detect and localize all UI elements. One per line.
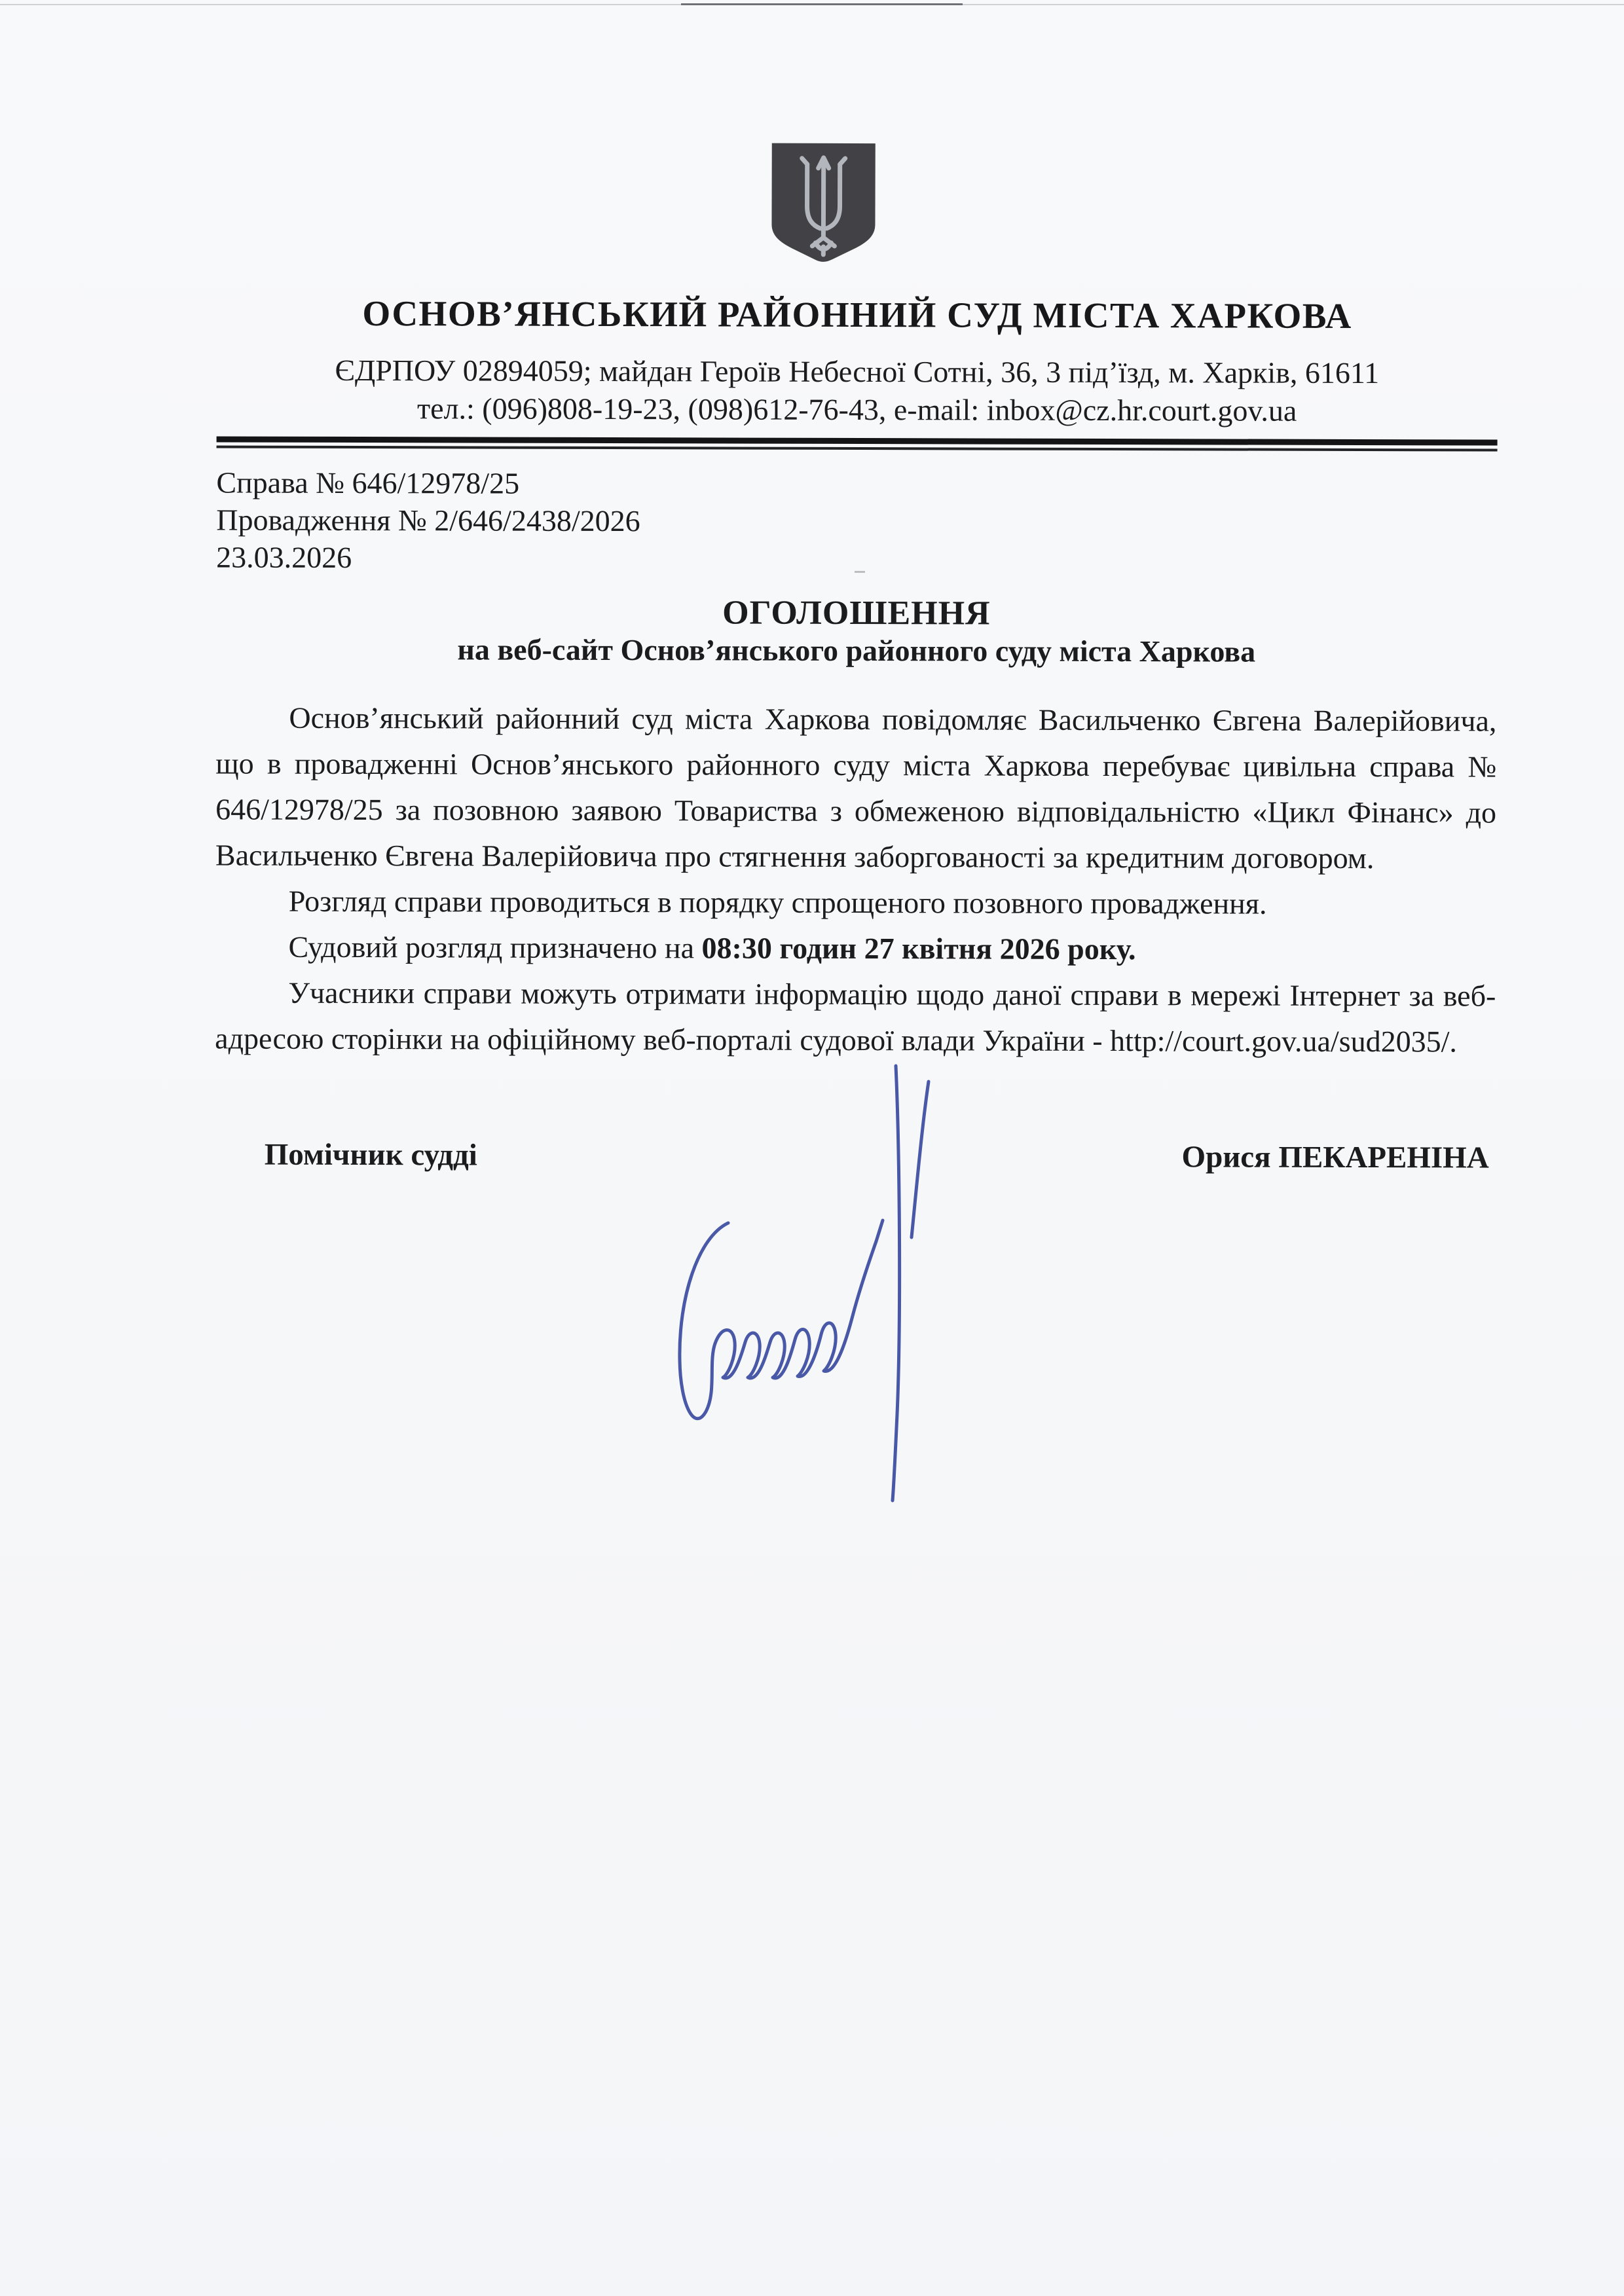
court-contact-line: тел.: (096)808-19-23, (098)612-76-43, e-mail: inbox@cz.hr.court.gov.ua	[417, 392, 1297, 428]
hearing-date-bold: 08:30 годин 27 квітня 2026 року.	[701, 931, 1136, 966]
paragraph-procedure: Розгляд справи проводиться в порядку спрощеного позовного провадження.	[288, 884, 1267, 920]
announcement-title: ОГОЛОШЕННЯ	[722, 594, 991, 632]
ukraine-coat-of-arms-icon	[767, 141, 879, 265]
document-content-column	[215, 0, 1499, 1178]
hearing-date-prefix: Судовий розгляд призначено на	[288, 930, 702, 965]
court-address-line: ЄДРПОУ 02894059; майдан Героїв Небесної Сотні, 36, 3 під’їзд, м. Харків, 61611	[335, 353, 1380, 390]
court-portal-url-text: http://court.gov.ua/sud2035/.	[1110, 1024, 1457, 1059]
announcement-body	[215, 695, 1496, 1065]
paragraph-hearing-date	[215, 924, 1496, 973]
announcement-subtitle: на веб-сайт Основ’янського районного суду міста Харкова	[457, 632, 1256, 668]
paragraph-web-info	[215, 970, 1496, 1065]
case-info-block	[216, 464, 1497, 579]
court-name-heading: ОСНОВ’ЯНСЬКИЙ РАЙОННИЙ СУД МІСТА ХАРКОВА	[362, 293, 1352, 336]
signature-row	[215, 1135, 1496, 1177]
signer-position-label: Помічник судді	[264, 1137, 477, 1173]
case-number-line: Справа № 646/12978/25	[216, 465, 520, 500]
header-divider-rule	[217, 436, 1498, 451]
document-date: 23.03.2026	[216, 540, 352, 574]
signer-name: Орися ПЕКАРЕНІНА	[1181, 1140, 1489, 1175]
proceeding-number-line: Провадження № 2/646/2438/2026	[216, 503, 640, 538]
paragraph-case-description: Основ’янський районний суд міста Харкова повідомляє Васильченко Євгена Валерійовича, що в провадженні Основ’янського районного суду міста Харкова перебуває цивільна справа № 646/12978/25 за позовною заявою Товариства з обмеженою відповідальністю «Цикл Фінанс» до Васильченко Євгена Валерійовича про стягнення заборгованості за кредитним договором.	[215, 701, 1497, 875]
web-info-prefix: Учасники справи можуть отримати інформацію щодо даної справи в мережі Інтернет за веб-адресою сторінки на офіційному веб-порталі судової влади України -	[215, 975, 1496, 1058]
